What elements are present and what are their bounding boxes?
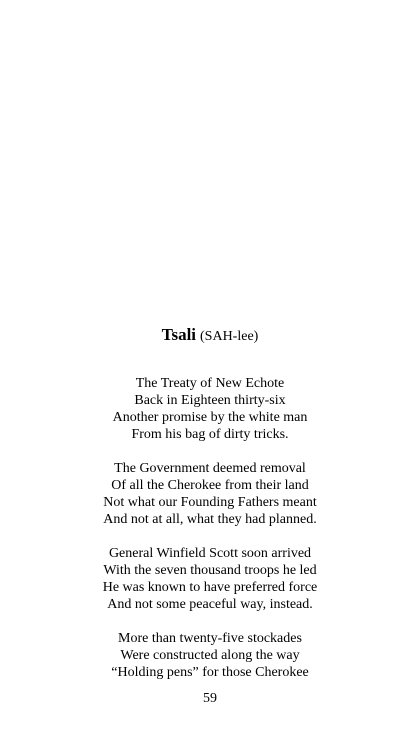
poem-title-name: Tsali [161, 325, 197, 344]
poem-line: With the seven thousand troops he led [103, 563, 317, 578]
poem-line: Not what our Founding Fathers meant [103, 495, 317, 510]
poem-line: More than twenty-five stockades [118, 631, 302, 646]
poem-line: Back in Eighteen thirty-six [134, 393, 286, 408]
poem-line: Of all the Cherokee from their land [111, 478, 309, 493]
stanza-1 [0, 375, 420, 443]
poem-line: The Government deemed removal [114, 461, 306, 476]
poem-line: Were constructed along the way [120, 648, 300, 663]
stanza-3 [0, 545, 420, 613]
stanza-2 [0, 460, 420, 528]
poem-title [0, 324, 420, 348]
poem-line: And not some peaceful way, instead. [107, 597, 313, 612]
poem-body [0, 375, 420, 698]
page-number: 59 [203, 691, 217, 706]
poem-line: He was known to have preferred force [102, 580, 318, 595]
poem-title-pronunciation: (SAH-lee) [200, 329, 259, 344]
poem-line: From his bag of dirty tricks. [131, 427, 289, 442]
stanza-4 [0, 630, 420, 681]
poem-line: The Treaty of New Echote [135, 376, 285, 391]
poem-line: General Winfield Scott soon arrived [108, 546, 312, 561]
poem-line: Another promise by the white man [112, 410, 308, 425]
poem-line: “Holding pens” for those Cherokee [111, 665, 309, 680]
poem-line: And not at all, what they had planned. [103, 512, 317, 527]
